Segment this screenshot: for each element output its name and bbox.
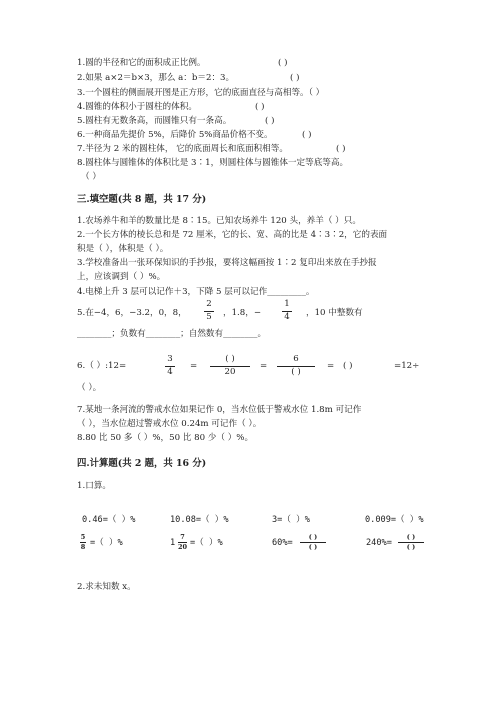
calc-r2c3-left: 60%= — [272, 538, 293, 548]
fill-q7-line2: （ ），当水位超过警戒水位 0.24m 可记作（ ）。 — [77, 419, 262, 429]
judge-q2-answer-paren[interactable]: ( ) — [290, 73, 300, 83]
fill-q3-line1: 3.学校准备出一张环保知识的手抄报，要将这幅画按 1∶2 复印出来放在手抄报 — [77, 258, 377, 268]
judge-q7-answer-paren[interactable]: ( ) — [336, 144, 346, 154]
fill-q6-fraction-1: 3 4 — [165, 355, 175, 376]
fill-q6-eq3: = — [327, 361, 335, 371]
judge-q4-answer-paren[interactable]: ( ) — [255, 102, 265, 112]
judge-q4: 4.圆锥的体积小于圆柱的体积。 — [77, 102, 197, 112]
fill-q5-fraction-1: 2 5 — [204, 300, 214, 321]
calc-r2c3-fraction[interactable]: ( ) ( ) — [300, 534, 326, 550]
fill-q5-mid: ，1.8，− — [223, 308, 262, 318]
fill-q6-line2: （ ）。 — [77, 383, 102, 393]
fill-q4: 4.电梯上升 3 层可以记作＋3，下降 5 层可以记作_________。 — [77, 287, 315, 297]
judge-q2: 2.如果 a×2＝b×3，那么 a：b＝2：3。 — [77, 73, 235, 83]
calc-heading: 四.计算题(共 2 题，共 16 分) — [77, 458, 207, 469]
fill-q5-line2: ________；负数有________；自然数有________。 — [77, 329, 267, 339]
fill-q1: 1.农场养牛和羊的数量比是 8∶15。已知农场养牛 120 头，养羊（ ）只。 — [77, 216, 361, 226]
fill-q6-fraction-2[interactable]: ( ) 20 — [210, 355, 250, 376]
calc-r1c1: 0.46=（ ）% — [82, 515, 136, 525]
judge-q7: 7.半径为 2 米的圆柱体， 它的底面周长和底面积相等。 — [77, 144, 288, 154]
fill-q6-fraction-3[interactable]: 6 ( ) — [277, 355, 315, 376]
fill-q6-tail: =12÷ — [394, 361, 420, 371]
fill-q5-end: ，10 中整数有 — [306, 308, 363, 318]
judge-q5-answer-paren[interactable]: ( ) — [265, 116, 275, 126]
fill-q2-line1: 2.一个长方体的棱长总和是 72 厘米，它的长、宽、高的比是 4∶3∶2，它的表面 — [77, 230, 388, 240]
judge-q3: 3.一个圆柱的侧面展开图是正方形，它的底面直径与高相等。（ ） — [77, 88, 325, 98]
fill-q2-line2: 积是（ ），体积是（ ）。 — [77, 244, 169, 254]
calc-r1c3: 3=（ ）% — [272, 515, 310, 525]
calc-r2c4-left: 240%= — [366, 538, 392, 548]
calc-r2c2-fraction: 7 20 — [178, 533, 188, 551]
judge-q5: 5.圆柱有无数条高，而圆锥只有一条高。 — [77, 116, 232, 126]
fill-heading: 三.填空题(共 8 题，共 17 分) — [77, 194, 207, 205]
fill-q6-eq2: = — [260, 361, 268, 371]
judge-q6-answer-paren[interactable]: ( ) — [302, 130, 312, 140]
judge-q8-answer-paren[interactable]: （ ） — [81, 172, 101, 182]
fill-q3-line2: 上，应该调到（ ）%。 — [77, 272, 166, 282]
calc-r1c2: 10.08=（ ）% — [170, 515, 229, 525]
fill-q5-fraction-2: 1 4 — [282, 300, 292, 321]
calc-r2c4-fraction[interactable]: ( ) ( ) — [398, 534, 424, 550]
calc-sub2: 2.求未知数 x。 — [77, 582, 136, 592]
judge-q8: 8.圆柱体与圆锥体的体积比是 3∶1，则圆柱体与圆锥体一定等底等高。 — [77, 158, 349, 168]
fill-q7-line1: 7.某地一条河流的警戒水位如果记作 0，当水位低于警戒水位 1.8m 可记作 — [77, 405, 362, 415]
calc-r2c1-rest: =（ ）% — [90, 538, 123, 548]
fill-q6-start: 6.（ ）:12= — [77, 361, 127, 371]
calc-r1c4: 0.009=（ ）% — [365, 515, 424, 525]
judge-q1-answer-paren[interactable]: ( ) — [278, 58, 288, 68]
judge-q6: 6.一种商品先提价 5%，后降价 5%商品价格不变。 — [77, 130, 273, 140]
calc-r2c2-rest: =（ ）% — [190, 538, 223, 548]
fill-q8: 8.80 比 50 多（ ）%，50 比 80 少（ ）%。 — [77, 433, 254, 443]
fill-q6-answer-paren[interactable]: ( ) — [343, 361, 353, 371]
calc-r2c1-fraction: 5 8 — [80, 533, 86, 551]
calc-r2c2-whole: 1 — [170, 538, 176, 548]
fill-q5-start: 5.在−4，6，−3.2，0，8， — [77, 308, 187, 318]
fill-q6-eq1: = — [190, 361, 198, 371]
judge-q1: 1.圆的半径和它的面积成正比例。 — [77, 58, 206, 68]
calc-sub1: 1.口算。 — [77, 481, 111, 491]
